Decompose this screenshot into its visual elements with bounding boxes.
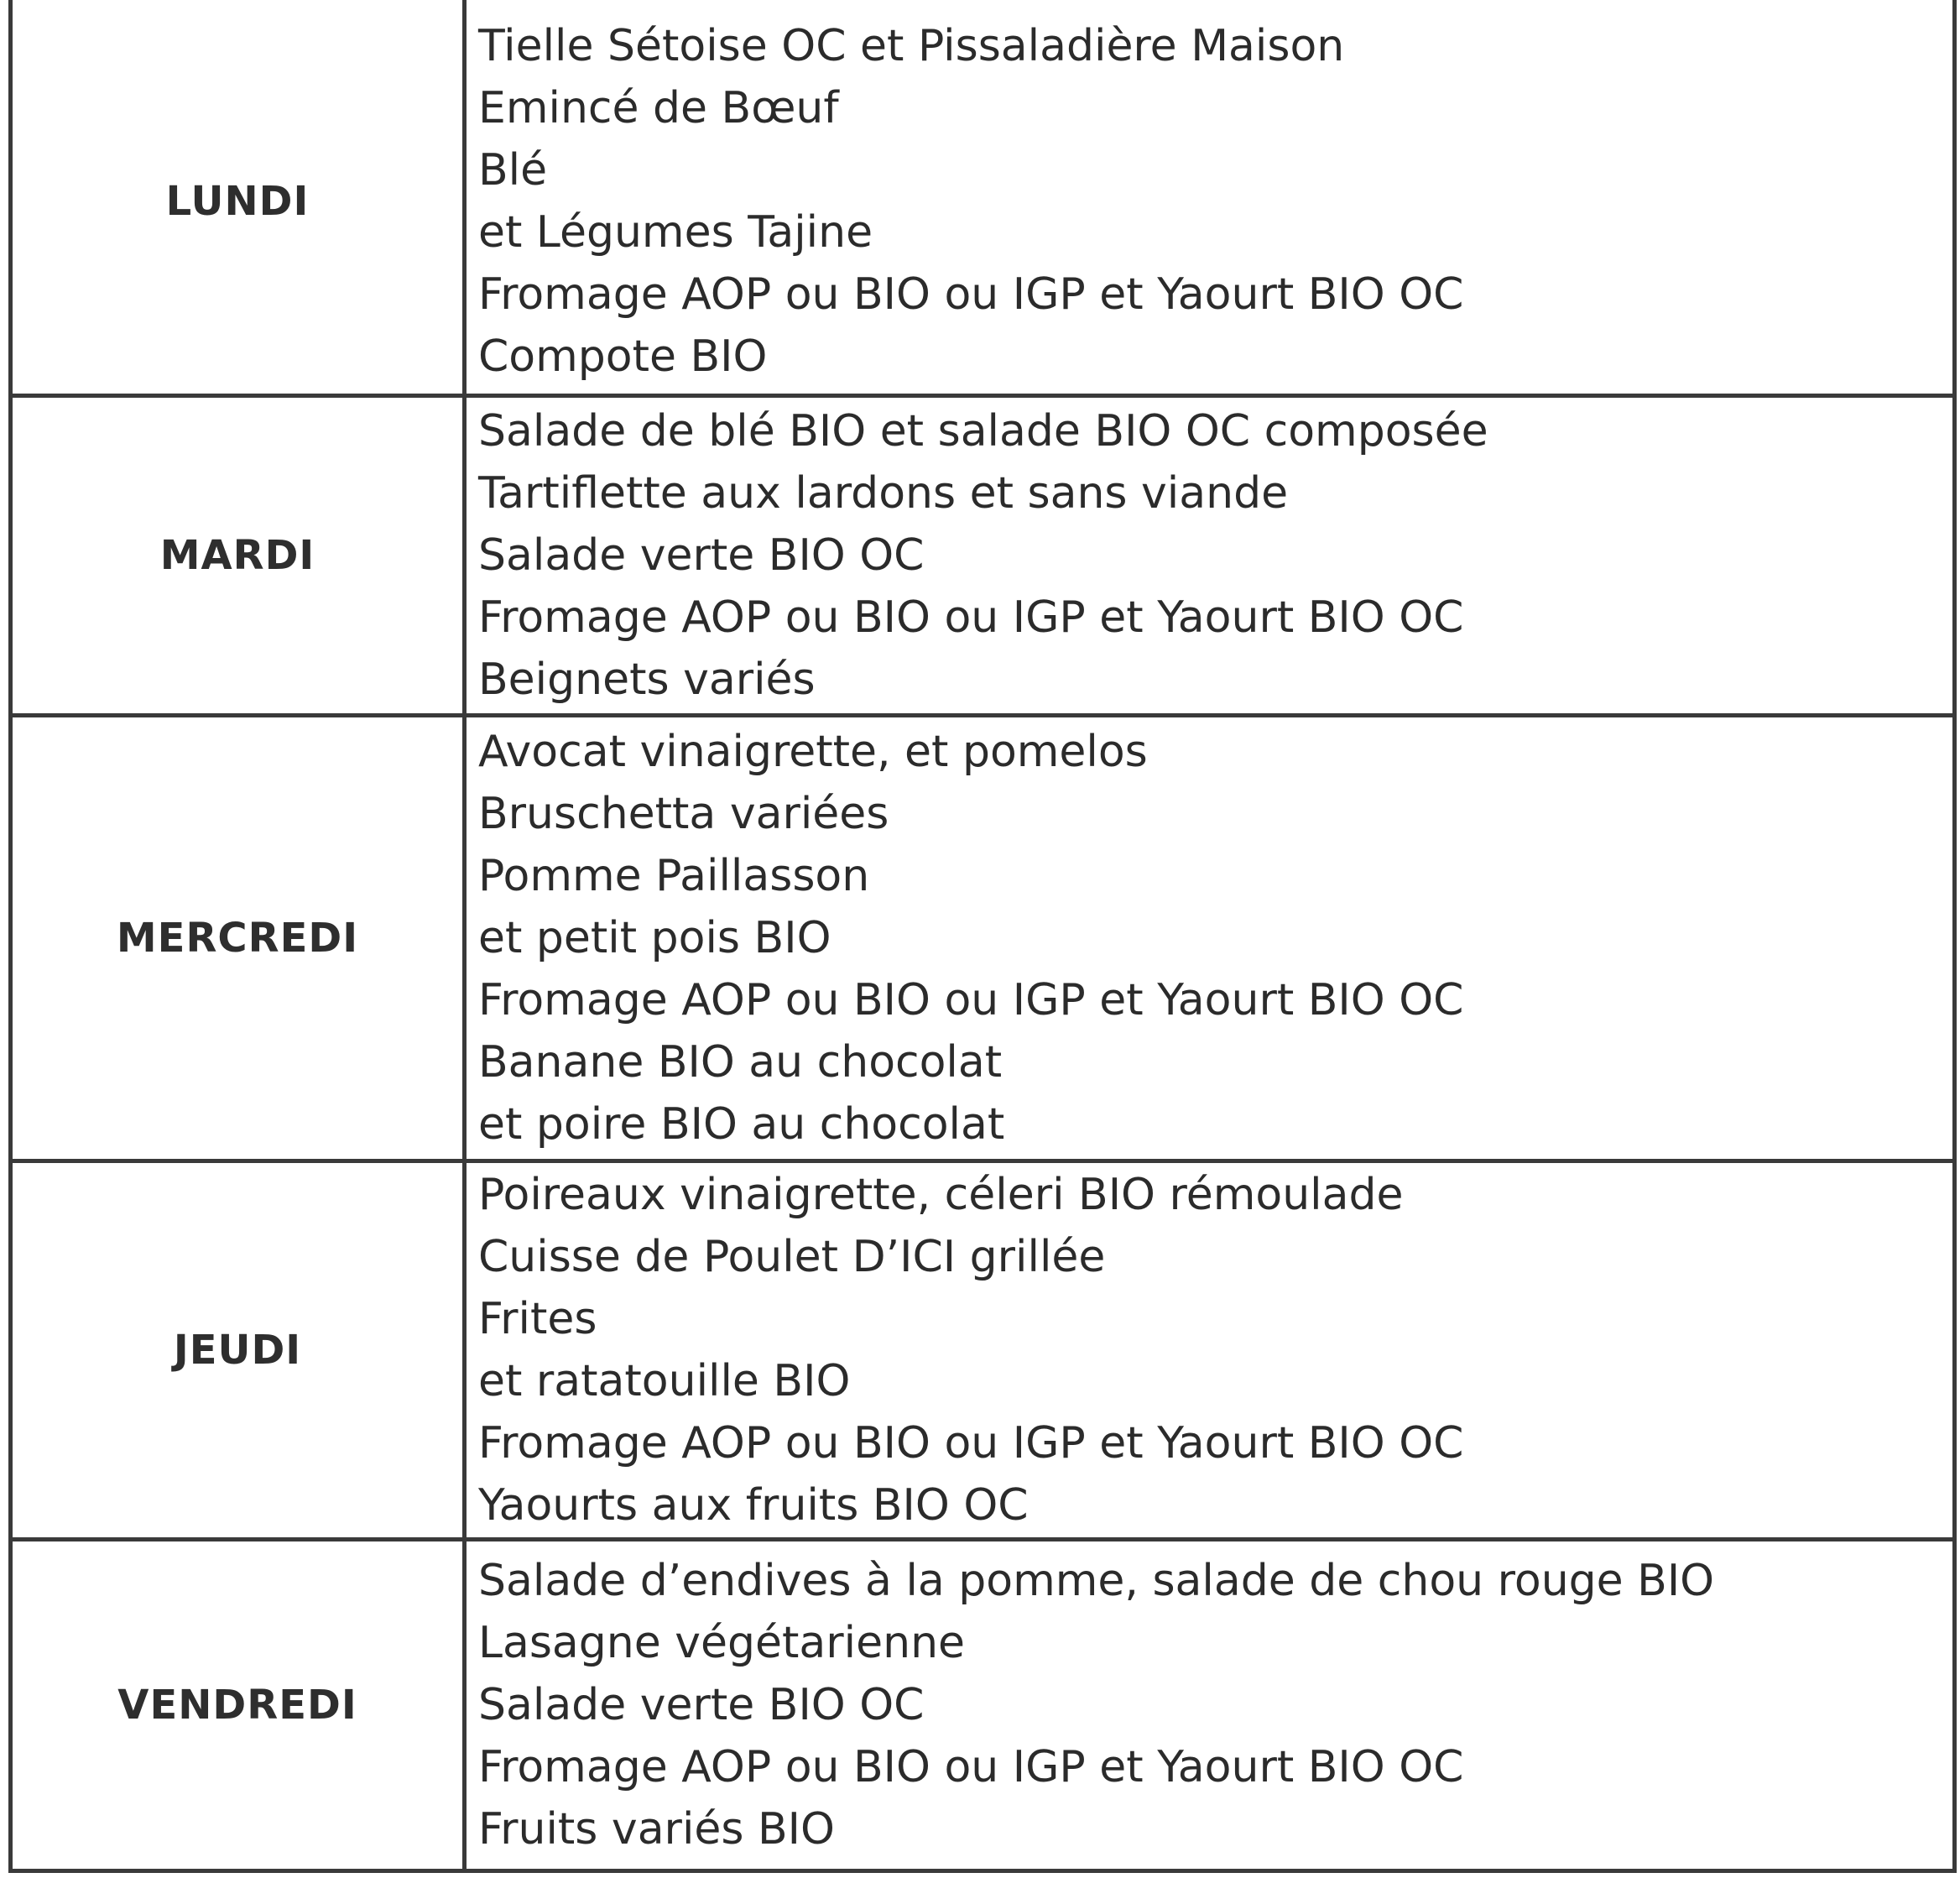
dish-item: Compote BIO [478,331,768,382]
dish-item: Fromage AOP ou BIO ou IGP et Yaourt BIO OC [478,592,1464,643]
dish-item: Cuisse de Poulet D’ICI grillée [478,1232,1106,1282]
dish-item: Fromage AOP ou BIO ou IGP et Yaourt BIO OC [478,1742,1464,1792]
dish-list-lundi [465,0,1955,396]
menu-row-vendredi [11,1540,1955,1871]
dish-item: Fromage AOP ou BIO ou IGP et Yaourt BIO OC [478,1418,1464,1468]
dish-item: Pomme Paillasson [478,851,870,901]
dish-list-jeudi [465,1161,1955,1540]
dish-item: et poire BIO au chocolat [478,1099,1005,1150]
day-label-vendredi: VENDREDI [11,1540,465,1871]
dish-item: Frites [478,1294,597,1344]
menu-row-mercredi [11,716,1955,1161]
day-label-lundi: LUNDI [11,0,465,396]
dish-item: Blé [478,145,548,196]
dish-item: et petit pois BIO [478,913,831,963]
dish-item: Beignets variés [478,655,816,705]
day-label-mercredi: MERCREDI [11,716,465,1161]
menu-row-lundi [11,0,1955,396]
dish-item: Bruschetta variées [478,789,889,839]
dish-item: Avocat vinaigrette, et pomelos [478,727,1148,777]
dish-list-mercredi [465,716,1955,1161]
dish-item: Tartiflette aux lardons et sans viande [478,468,1289,519]
dish-item: Fromage AOP ou BIO ou IGP et Yaourt BIO OC [478,975,1464,1025]
dish-item: Salade verte BIO OC [478,1680,925,1730]
dish-item: et Légumes Tajine [478,207,873,258]
dish-item: Fruits variés BIO [478,1804,835,1854]
dish-item: Emincé de Bœuf [478,83,839,133]
dish-list-vendredi [465,1540,1955,1871]
dish-item: Tielle Sétoise OC et Pissaladière Maison [478,21,1345,71]
menu-row-jeudi [11,1161,1955,1540]
dish-item: Poireaux vinaigrette, céleri BIO rémoulade [478,1170,1404,1220]
dish-item: Salade verte BIO OC [478,530,925,581]
day-label-jeudi: JEUDI [11,1161,465,1540]
dish-item: Fromage AOP ou BIO ou IGP et Yaourt BIO OC [478,269,1464,320]
dish-item: Salade de blé BIO et salade BIO OC composée [478,406,1488,456]
dish-item: Salade d’endives à la pomme, salade de chou rouge BIO [478,1556,1715,1606]
dish-item: Banane BIO au chocolat [478,1037,1003,1088]
day-label-mardi: MARDI [11,396,465,716]
dish-item: Lasagne végétarienne [478,1618,966,1668]
weekly-menu-table [8,0,1957,1873]
menu-row-mardi [11,396,1955,716]
dish-item: Yaourts aux fruits BIO OC [478,1480,1029,1531]
dish-list-mardi [465,396,1955,716]
dish-item: et ratatouille BIO [478,1356,851,1406]
